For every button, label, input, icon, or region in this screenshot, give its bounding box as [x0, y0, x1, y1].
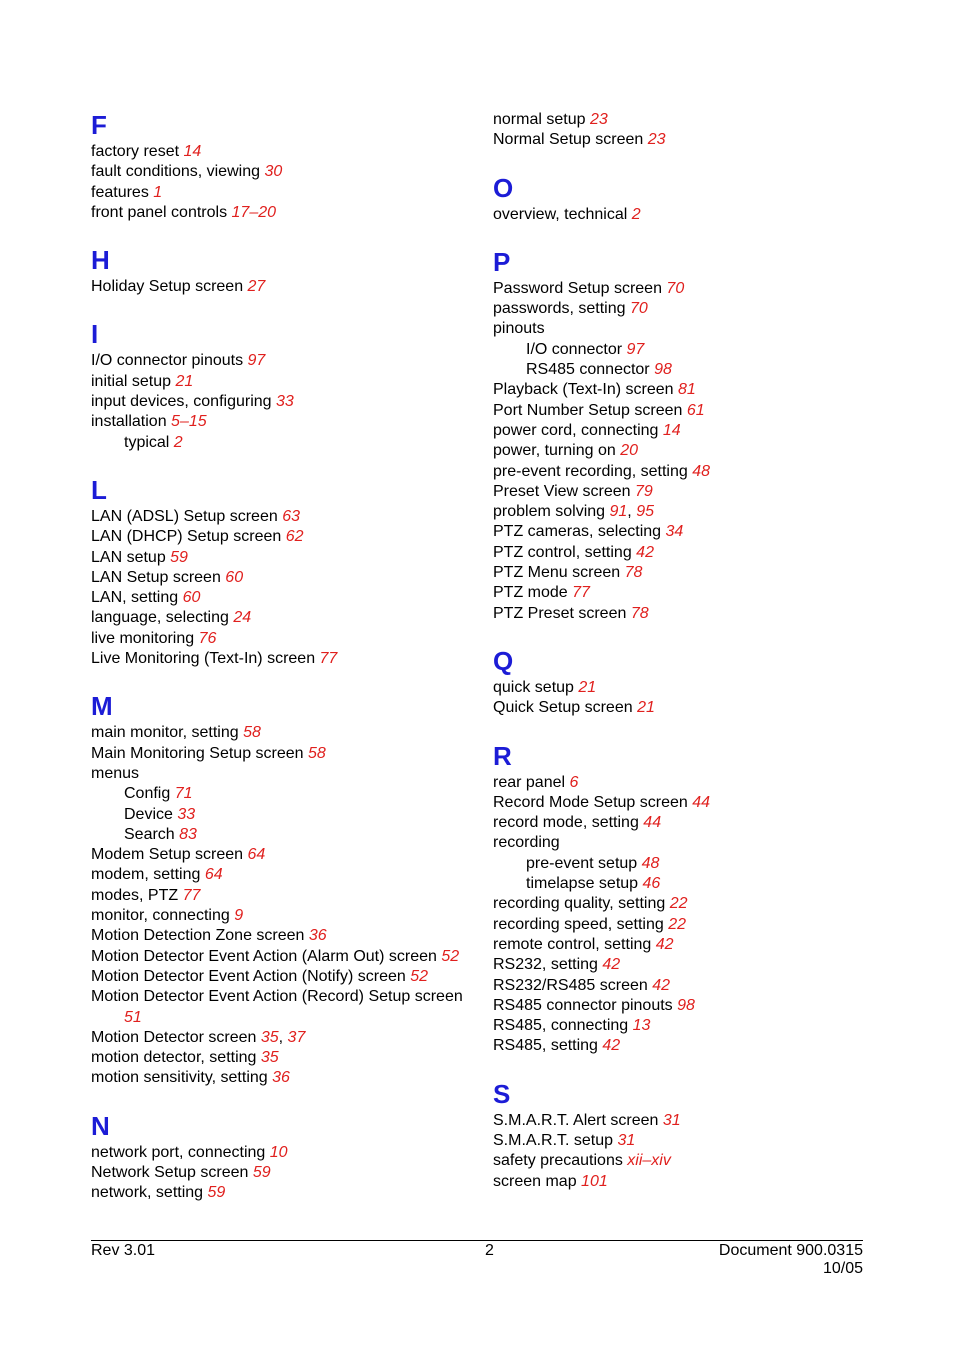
- index-entry-text: menus: [91, 764, 140, 782]
- index-entry: [91, 277, 471, 297]
- index-entry: [91, 906, 471, 926]
- page-reference-link[interactable]: 17–20: [231, 203, 277, 221]
- page-reference-link[interactable]: 10: [269, 1143, 288, 1161]
- index-entry-text: recording: [493, 834, 560, 852]
- page-reference-link[interactable]: 97: [247, 352, 266, 370]
- index-entry-text: typical: [124, 433, 174, 451]
- index-entry: [91, 649, 471, 669]
- page-reference-link[interactable]: 35: [260, 1028, 279, 1046]
- index-section: [91, 319, 471, 452]
- index-entry: [91, 1163, 471, 1183]
- index-entry: [91, 1068, 471, 1088]
- index-letter-heading: M: [91, 691, 113, 722]
- index-entry-text: features: [91, 183, 154, 201]
- page-reference-link[interactable]: 58: [243, 724, 261, 742]
- index-entry: [91, 392, 471, 412]
- page-reference-link[interactable]: 59: [252, 1163, 271, 1181]
- page-reference-link[interactable]: 64: [247, 846, 266, 864]
- page-reference-link[interactable]: 44: [643, 814, 662, 832]
- index-entry: [91, 744, 471, 764]
- index-letter-heading: P: [493, 246, 511, 277]
- index-entry-text: remote control, setting: [493, 935, 656, 953]
- page-reference-link[interactable]: 2: [173, 433, 183, 451]
- index-entry: [493, 205, 873, 225]
- index-entry-text: PTZ Preset screen: [493, 604, 631, 622]
- index-entry: [91, 142, 471, 162]
- page-reference-link[interactable]: 21: [637, 699, 655, 717]
- index-entry-text: Device: [124, 805, 178, 823]
- page-reference-link[interactable]: 42: [602, 956, 621, 974]
- index-entry-text: factory reset: [91, 143, 184, 160]
- footer-document: [719, 1242, 863, 1278]
- index-entry: [91, 947, 471, 967]
- index-entry-text: Quick Setup screen: [493, 699, 638, 717]
- index-entry: [493, 1036, 873, 1056]
- index-entry: [493, 299, 873, 319]
- index-entry-text: RS485, setting: [493, 1037, 603, 1055]
- index-entry-text: Holiday Setup screen: [91, 278, 248, 296]
- index-letter-heading: O: [493, 172, 514, 203]
- index-entry-text: input devices, configuring: [91, 393, 276, 411]
- index-entry: [493, 773, 873, 793]
- page-reference-link[interactable]: 31: [617, 1131, 636, 1149]
- page-reference-link[interactable]: 13: [632, 1017, 651, 1035]
- index-entry-text: S.M.A.R.T. setup: [493, 1131, 618, 1149]
- index-entry-text: installation: [91, 413, 172, 431]
- page-reference-link[interactable]: 21: [578, 678, 597, 696]
- index-subentry: [91, 433, 471, 453]
- index-entry-text: network, setting: [91, 1184, 208, 1202]
- index-entry-text: power cord, connecting: [493, 421, 663, 439]
- index-entry-text: Motion Detector Event Action (Record) Setup screen: [91, 988, 463, 1006]
- page-reference-link[interactable]: 48: [692, 462, 711, 480]
- page-reference-link[interactable]: 42: [602, 1037, 621, 1055]
- index-entry-text: Live Monitoring (Text-In) screen: [91, 650, 320, 668]
- page-reference-link[interactable]: 70: [629, 300, 648, 318]
- index-entry: [493, 583, 873, 603]
- index-left-column: [91, 110, 471, 1204]
- page-reference-link[interactable]: 78: [624, 564, 643, 582]
- page-reference-link[interactable]: 23: [589, 111, 608, 128]
- index-entry: [91, 629, 471, 649]
- index-entry-text: pre-event setup: [526, 854, 642, 872]
- index-entry-text: Search: [124, 825, 180, 843]
- index-entry-text: LAN Setup screen: [91, 568, 226, 586]
- page-reference-link[interactable]: 1: [153, 183, 163, 201]
- index-entry-text: LAN (DHCP) Setup screen: [91, 528, 286, 546]
- page-reference-link[interactable]: 76: [198, 629, 217, 647]
- index-section: [493, 1079, 873, 1192]
- page-reference-link[interactable]: 30: [264, 163, 283, 181]
- index-entry-text: passwords, setting: [493, 300, 630, 318]
- index-entry: [493, 543, 873, 563]
- page-reference-link[interactable]: 33: [177, 805, 196, 823]
- index-entry-text: monitor, connecting: [91, 907, 235, 925]
- index-entry: [493, 279, 873, 299]
- index-entry: [493, 955, 873, 975]
- page-reference-link[interactable]: 14: [662, 421, 681, 439]
- index-letter-heading: S: [493, 1078, 511, 1109]
- index-entry: [493, 482, 873, 502]
- page-reference-link[interactable]: 14: [183, 143, 202, 160]
- index-section: [493, 247, 873, 624]
- index-entry: [493, 1131, 873, 1151]
- index-entry-text: S.M.A.R.T. Alert screen: [493, 1111, 663, 1129]
- index-entry-text: PTZ control, setting: [493, 543, 637, 561]
- page-reference-link[interactable]: 36: [272, 1069, 290, 1087]
- index-entry-text: RS232/RS485 screen: [493, 976, 653, 994]
- index-entry: [91, 507, 471, 527]
- page-reference-link[interactable]: 31: [662, 1111, 681, 1129]
- index-entry: [493, 678, 873, 698]
- index-entry: [493, 1151, 873, 1171]
- page-reference-link[interactable]: 2: [631, 205, 641, 223]
- page-reference-link[interactable]: 78: [630, 604, 649, 622]
- index-entry: [91, 1183, 471, 1203]
- index-entry-text: overview, technical: [493, 205, 632, 223]
- index-subentry: [493, 340, 873, 360]
- index-entry-text: recording quality, setting: [493, 895, 670, 913]
- page-reference-link[interactable]: 81: [677, 381, 696, 399]
- index-entry: [91, 967, 471, 987]
- index-entry: [91, 845, 471, 865]
- index-entry-text: power, turning on: [493, 442, 621, 460]
- page-reference-link[interactable]: 91: [609, 503, 628, 521]
- index-section: [493, 741, 873, 1057]
- index-entry-text: Playback (Text-In) screen: [493, 381, 678, 399]
- index-section: [91, 475, 471, 669]
- index-entry-text: Motion Detection Zone screen: [91, 927, 309, 945]
- index-entry: [493, 813, 873, 833]
- index-subentry: [91, 784, 471, 804]
- page-reference-link[interactable]: 36: [308, 927, 327, 945]
- page-reference-link[interactable]: 34: [665, 523, 684, 541]
- index-section: [91, 691, 471, 1088]
- index-entry-text: pinouts: [493, 320, 545, 338]
- index-entry-text: I/O connector: [526, 340, 627, 358]
- index-subentry: [493, 360, 873, 380]
- index-entry-text: fault conditions, viewing: [91, 163, 265, 181]
- index-entry-text: RS485 connector: [526, 361, 655, 379]
- page-reference-link[interactable]: 59: [207, 1184, 226, 1202]
- index-section: [493, 110, 873, 151]
- index-letter-heading: F: [91, 110, 107, 140]
- page-reference-link[interactable]: 27: [247, 278, 266, 296]
- index-entry-text: RS485 connector pinouts: [493, 996, 678, 1014]
- index-entry-text: Password Setup screen: [493, 279, 667, 297]
- index-entry-text: PTZ mode: [493, 584, 573, 602]
- index-entry: [493, 1111, 873, 1131]
- index-entry-text: safety precautions: [493, 1152, 628, 1170]
- index-entry: [493, 319, 873, 339]
- index-subentry: [91, 805, 471, 825]
- index-entry-text: initial setup: [91, 372, 176, 390]
- index-entry: [493, 604, 873, 624]
- index-entry-text: I/O connector pinouts: [91, 352, 248, 370]
- index-entry: [493, 563, 873, 583]
- index-section: [91, 1111, 471, 1204]
- index-entry: [91, 926, 471, 946]
- index-section: [493, 646, 873, 719]
- page-reference-link[interactable]: 22: [669, 895, 688, 913]
- index-entry-text: quick setup: [493, 678, 579, 696]
- index-entry-text: RS232, setting: [493, 956, 603, 974]
- index-entry: [91, 723, 471, 743]
- index-entry-text: Config: [124, 785, 175, 803]
- index-entry-text: live monitoring: [91, 629, 199, 647]
- page-reference-link[interactable]: 61: [686, 401, 705, 419]
- index-entry-text: front panel controls: [91, 203, 232, 221]
- index-entry-text: LAN (ADSL) Setup screen: [91, 507, 283, 525]
- index-entry-text: PTZ Menu screen: [493, 564, 625, 582]
- page-reference-link[interactable]: 52: [441, 947, 460, 965]
- page-reference-link[interactable]: 98: [677, 996, 695, 1014]
- index-entry: [493, 833, 873, 853]
- page-reference-link[interactable]: 60: [182, 589, 201, 607]
- index-section: [91, 110, 471, 223]
- index-entry-text: Port Number Setup screen: [493, 401, 687, 419]
- page-reference-link[interactable]: 59: [170, 548, 188, 566]
- index-entry-text: problem solving: [493, 503, 610, 521]
- page-reference-link[interactable]: 24: [233, 609, 252, 627]
- footer-date: 10/05: [822, 1260, 863, 1277]
- page-reference-link[interactable]: 51: [124, 1008, 142, 1026]
- index-entry-text: Modem Setup screen: [91, 846, 248, 864]
- index-entry-text: RS485, connecting: [493, 1017, 633, 1035]
- page-reference-link[interactable]: xii–xiv: [627, 1152, 671, 1170]
- index-entry: [493, 1172, 873, 1192]
- index-entry-text: motion detector, setting: [91, 1049, 261, 1067]
- index-entry: [493, 110, 873, 130]
- index-right-column: [493, 110, 873, 1192]
- index-entry: Motion Detector screen 35, 37: [91, 1028, 306, 1046]
- page-reference-link[interactable]: 37: [287, 1028, 306, 1046]
- footer-page-number: 2: [485, 1242, 494, 1259]
- page-reference-link[interactable]: 79: [635, 482, 653, 500]
- index-entry-text: LAN setup: [91, 548, 171, 566]
- index-entry: [91, 527, 471, 547]
- index-letter-heading: H: [91, 245, 110, 276]
- index-entry-text: motion sensitivity, setting: [91, 1069, 273, 1087]
- page-reference-link[interactable]: 46: [642, 875, 661, 893]
- index-entry: [91, 351, 471, 371]
- page-reference-link[interactable]: 42: [636, 543, 654, 561]
- index-entry: [91, 183, 471, 203]
- index-entry-text: screen map: [493, 1172, 582, 1190]
- index-entry-text: normal setup: [493, 111, 590, 128]
- index-subentry: [91, 825, 471, 845]
- index-section: [91, 245, 471, 297]
- index-entry: [91, 372, 471, 392]
- index-entry: [493, 996, 873, 1016]
- page-reference-link[interactable]: 6: [569, 773, 579, 791]
- index-entry-text: Network Setup screen: [91, 1163, 253, 1181]
- index-entry: [493, 441, 873, 461]
- page-reference-link[interactable]: 20: [620, 442, 638, 460]
- index-entry: [91, 548, 471, 568]
- index-entry: [493, 915, 873, 935]
- index-letter-heading: L: [91, 474, 107, 505]
- index-entry: [91, 203, 471, 223]
- page-reference-link[interactable]: 58: [308, 744, 326, 762]
- index-entry: [493, 522, 873, 542]
- page-reference-link[interactable]: 63: [282, 507, 300, 525]
- page-reference-link[interactable]: 97: [626, 340, 645, 358]
- index-entry-text: Main Monitoring Setup screen: [91, 744, 308, 762]
- index-entry-text: timelapse setup: [526, 875, 643, 893]
- index-entry: [493, 1016, 873, 1036]
- page-reference-link[interactable]: 35: [260, 1049, 279, 1067]
- index-letter-heading: I: [91, 319, 99, 350]
- page-reference-link[interactable]: 77: [319, 650, 338, 668]
- index-entry: problem solving 91, 95: [493, 503, 654, 521]
- page-reference-link[interactable]: 44: [692, 793, 711, 811]
- index-entry: [91, 608, 471, 628]
- footer-revision: Rev 3.01: [91, 1242, 156, 1259]
- index-entry: [91, 568, 471, 588]
- index-entry-text: language, selecting: [91, 609, 234, 627]
- index-letter-heading: Q: [493, 645, 514, 676]
- index-entry: [91, 1143, 471, 1163]
- index-section: [493, 173, 873, 225]
- index-entry-text: modem, setting: [91, 866, 205, 884]
- page-reference-link[interactable]: 21: [175, 372, 194, 390]
- index-entry: [91, 588, 471, 608]
- index-entry: [493, 380, 873, 400]
- index-entry: [493, 793, 873, 813]
- page-reference-link[interactable]: 83: [179, 825, 197, 843]
- page-reference-link[interactable]: 62: [285, 528, 304, 546]
- page-reference-link[interactable]: 22: [668, 915, 687, 933]
- index-entry-text: Record Mode Setup screen: [493, 793, 693, 811]
- index-entry-text: Motion Detector screen: [91, 1028, 261, 1046]
- index-entry-text: pre-event recording, setting: [493, 462, 693, 480]
- page-reference-link[interactable]: 48: [641, 854, 660, 872]
- index-entry-text: network port, connecting: [91, 1143, 270, 1161]
- page-reference-link[interactable]: 52: [410, 967, 429, 985]
- page-reference-link[interactable]: 70: [666, 279, 685, 297]
- index-entry-text: LAN, setting: [91, 589, 183, 607]
- page-reference-link[interactable]: 71: [174, 785, 193, 803]
- page-reference-link[interactable]: 64: [204, 866, 223, 884]
- index-entry: [493, 401, 873, 421]
- page-reference-link[interactable]: 42: [652, 976, 670, 994]
- index-entry: [493, 698, 873, 718]
- index-entry-text: recording speed, setting: [493, 915, 669, 933]
- index-entry: [91, 865, 471, 885]
- index-subentry: [493, 854, 873, 874]
- index-entry-text: Motion Detector Event Action (Alarm Out) screen: [91, 947, 442, 965]
- index-entry: [493, 130, 873, 150]
- index-letter-heading: R: [493, 740, 512, 771]
- footer-divider: [91, 1240, 863, 1241]
- page-reference-link[interactable]: 42: [655, 935, 674, 953]
- page-reference-link[interactable]: 9: [234, 907, 244, 925]
- index-entry: [91, 1048, 471, 1068]
- index-entry-text: record mode, setting: [493, 814, 644, 832]
- index-entry: [493, 976, 873, 996]
- page-reference-link[interactable]: 5–15: [171, 413, 207, 431]
- page-reference-link[interactable]: 95: [636, 503, 654, 521]
- index-entry: [493, 894, 873, 914]
- index-entry: [493, 421, 873, 441]
- page-reference-link[interactable]: 77: [182, 886, 201, 904]
- index-entry: [91, 162, 471, 182]
- index-entry-text: modes, PTZ: [91, 886, 183, 904]
- index-entry-text: Motion Detector Event Action (Notify) screen: [91, 967, 411, 985]
- index-entry-text: Preset View screen: [493, 482, 635, 500]
- index-entry: [493, 935, 873, 955]
- page-reference-link[interactable]: 77: [572, 584, 590, 602]
- index-entry: [493, 462, 873, 482]
- page-reference-link[interactable]: 98: [654, 361, 672, 379]
- page-reference-link[interactable]: 33: [276, 393, 294, 411]
- index-entry: [91, 886, 471, 906]
- footer-document-number: Document 900.0315: [718, 1242, 863, 1259]
- page-reference-link[interactable]: 23: [647, 131, 666, 149]
- index-entry: [91, 764, 471, 784]
- page-reference-link[interactable]: 101: [581, 1172, 608, 1190]
- index-entry-text: PTZ cameras, selecting: [493, 523, 666, 541]
- index-entry-text: main monitor, setting: [91, 724, 244, 742]
- index-subentry: [493, 874, 873, 894]
- index-letter-heading: N: [91, 1110, 110, 1141]
- index-entry: [91, 987, 471, 1028]
- index-entry-text: rear panel: [493, 773, 570, 791]
- page-reference-link[interactable]: 60: [225, 568, 244, 586]
- index-entry-text: Normal Setup screen: [493, 131, 648, 149]
- index-entry: [91, 412, 471, 432]
